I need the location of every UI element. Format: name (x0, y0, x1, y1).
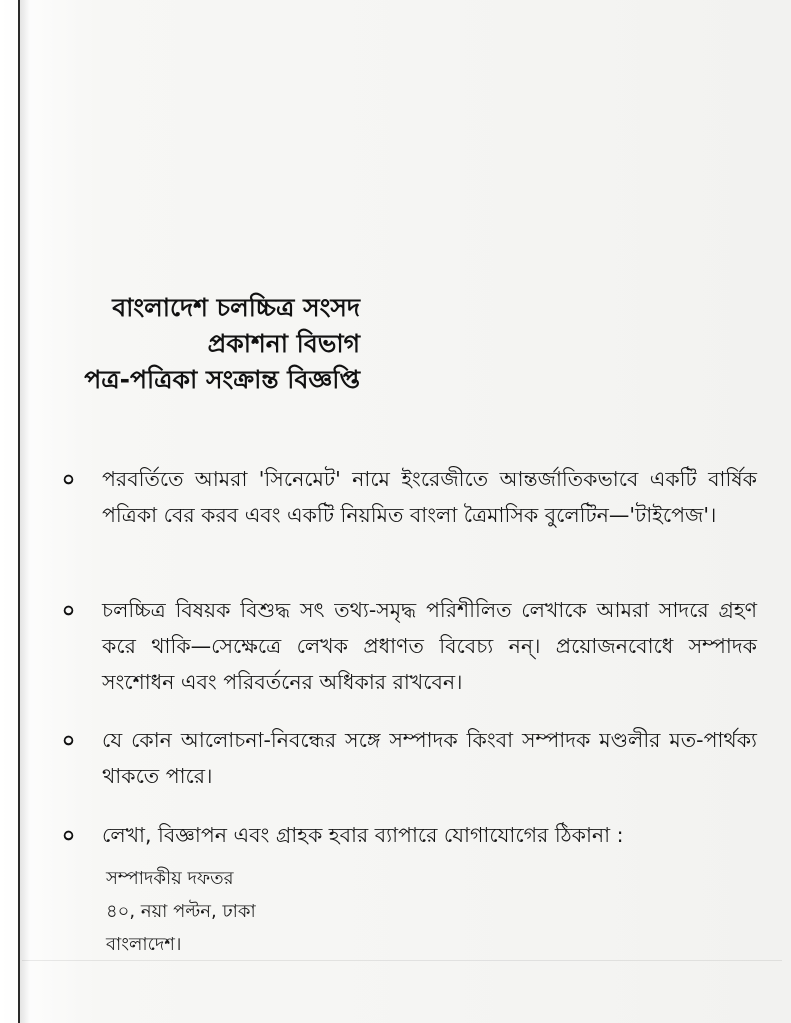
notice-item-text: লেখা, বিজ্ঞাপন এবং গ্রাহক হবার ব্যাপারে যোগাযোগের ঠিকানা : (102, 823, 624, 847)
page-binding-shadow (20, 0, 30, 1023)
bottom-divider (22, 960, 782, 961)
bullet-marker: ০ (62, 823, 76, 847)
notice-item-text: চলচ্চিত্র বিষয়ক বিশুদ্ধ সৎ তথ্য-সমৃদ্ধ পরিশীলিত লেখাকে আমরা সাদরে গ্রহণ করে থাকি—সেক্ষেত্রে লেখক প্রধাণত বিবেচ্য নন্। প্রয়োজনবোধে সম্পাদক সংশোধন এবং পরিবর্তনের অধিকার রাখবেন। (102, 598, 757, 694)
address-line-country: বাংলাদেশ। (106, 934, 182, 955)
notice-header (60, 290, 360, 398)
address-line-street: ৪০, নয়া পল্টন, ঢাকা (106, 901, 256, 922)
organization-name: বাংলাদেশ চলচ্চিত্র সংসদ (112, 293, 360, 322)
contact-address (106, 862, 256, 961)
notice-item-text: যে কোন আলোচনা-নিবন্ধের সঙ্গে সম্পাদক কিংবা সম্পাদক মণ্ডলীর মত-পার্থক্য থাকতে পারে। (102, 728, 757, 788)
bullet-marker: ০ (62, 598, 76, 622)
bullet-marker: ০ (62, 728, 76, 752)
address-line-office: সম্পাদকীয় দফতর (106, 868, 234, 889)
notice-item-text: পরবর্তিতে আমরা 'সিনেমেট' নামে ইংরেজীতে আন্তর্জাতিকভাবে একটি বার্ষিক পত্রিকা বের করব এবং একটি নিয়মিত বাংলা ত্রৈমাসিক বুলেটিন—'টাইপেজ'। (102, 467, 757, 527)
notice-title: পত্র-পত্রিকা সংক্রান্ত বিজ্ঞপ্তি (84, 365, 360, 394)
bullet-marker: ০ (62, 467, 76, 491)
department-name: প্রকাশনা বিভাগ (207, 329, 360, 358)
